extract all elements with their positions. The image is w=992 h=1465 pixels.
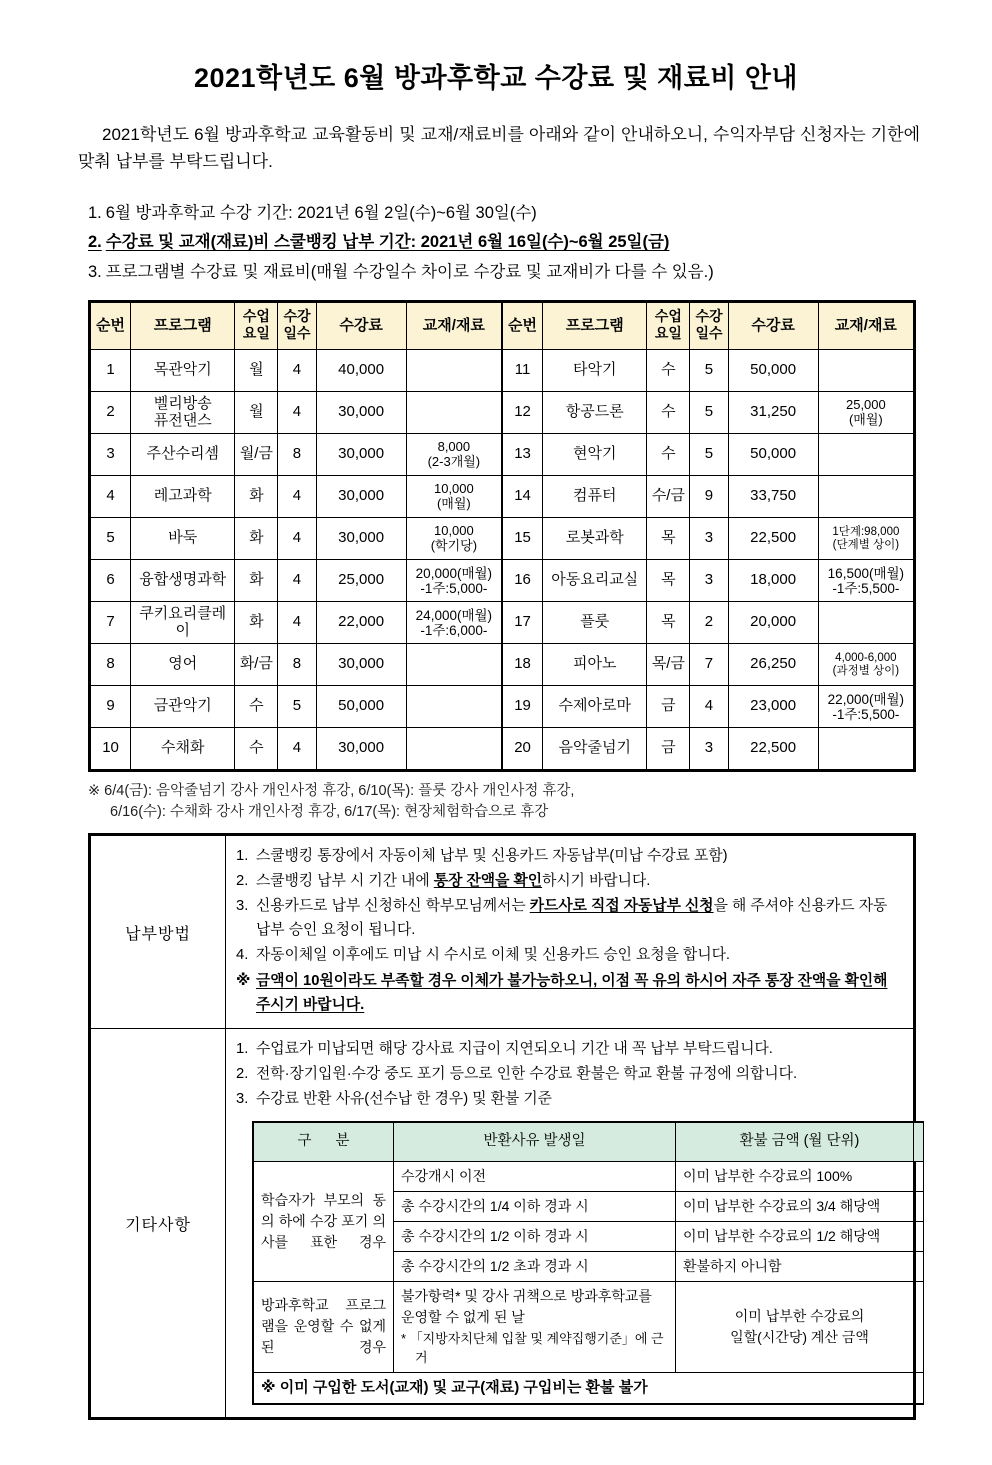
refund-row — [254, 1281, 924, 1372]
list-number: 3. — [236, 898, 249, 915]
cell-material — [818, 434, 913, 476]
program-table-left — [90, 302, 502, 770]
cell-no: 6 — [91, 560, 131, 602]
col-header-days-line2: 일수 — [695, 325, 723, 342]
cell-program: 바둑 — [131, 518, 235, 560]
cell-program: 목관악기 — [131, 350, 235, 392]
cell-program: 주산수리셈 — [131, 434, 235, 476]
cell-program: 금관악기 — [131, 686, 235, 728]
col-header-no: 순번 — [503, 303, 543, 350]
cell-days: 5 — [690, 434, 728, 476]
col-header-days-line1: 수강 — [283, 308, 311, 325]
cell-no: 12 — [503, 392, 543, 434]
cell-program: 쿠키요리클레이 — [131, 602, 235, 644]
table-row — [91, 392, 502, 434]
cell-days: 2 — [690, 602, 728, 644]
cell-day: 화 — [235, 518, 278, 560]
refund-reason — [394, 1281, 676, 1372]
cell-program: 융합생명과학 — [131, 560, 235, 602]
col-header-day-line1: 수업 — [654, 308, 682, 325]
cell-program: 항공드론 — [543, 392, 647, 434]
others-label: 기타사항 — [91, 1028, 226, 1417]
others-list-item: 3. 수강료 반환 사유(선수납 한 경우) 및 환불 기준 — [236, 1088, 905, 1112]
refund-footer-note: ※ 이미 구입한 도서(교재) 및 교구(재료) 구입비는 환불 불가 — [254, 1372, 924, 1404]
cell-fee: 30,000 — [316, 518, 406, 560]
cell-days: 9 — [690, 476, 728, 518]
notice-number: 2. — [88, 233, 102, 252]
cell-material: 4,000-6,000 (과정별 상이) — [818, 644, 913, 686]
refund-reason: 총 수강시간의 1/2 이하 경과 시 — [394, 1221, 676, 1251]
cell-no: 19 — [503, 686, 543, 728]
page-title: 2021학년도 6월 방과후학교 수강료 및 재료비 안내 — [193, 63, 799, 93]
cell-day: 목 — [647, 602, 690, 644]
cell-material — [818, 350, 913, 392]
refund-table-body — [254, 1161, 924, 1403]
cell-fee: 33,750 — [728, 476, 818, 518]
payment-method-list — [236, 845, 905, 1018]
cell-program: 영어 — [131, 644, 235, 686]
others-list-item: 1. 수업료가 미납되면 해당 강사료 지급이 지연되오니 기간 내 꼭 납부 부탁드립니다. — [236, 1038, 905, 1062]
cell-days: 8 — [278, 644, 316, 686]
cell-no: 16 — [503, 560, 543, 602]
cell-material — [406, 644, 501, 686]
cell-day: 수 — [647, 434, 690, 476]
table-row — [91, 434, 502, 476]
cell-fee: 22,000 — [316, 602, 406, 644]
table-row — [91, 644, 502, 686]
col-header-fee: 수강료 — [316, 303, 406, 350]
table-row — [91, 686, 502, 728]
table-row — [503, 560, 914, 602]
table-row — [503, 728, 914, 770]
cell-no: 1 — [91, 350, 131, 392]
list-number: 2. — [236, 873, 249, 890]
cell-fee: 50,000 — [728, 350, 818, 392]
cell-material: 10,000 (매월) — [406, 476, 501, 518]
cell-day: 수 — [235, 728, 278, 770]
cell-no: 5 — [91, 518, 131, 560]
cell-days: 4 — [278, 476, 316, 518]
program-table-right — [502, 302, 914, 770]
cell-material: 16,500(매월) -1주:5,500- — [818, 560, 913, 602]
cell-days: 3 — [690, 728, 728, 770]
cell-program: 수채화 — [131, 728, 235, 770]
table-header-row — [91, 303, 502, 350]
refund-header-row — [254, 1122, 924, 1161]
table-row — [503, 434, 914, 476]
cell-day: 수/금 — [647, 476, 690, 518]
cell-program: 수제아로마 — [543, 686, 647, 728]
list-number: 1. — [236, 1040, 249, 1057]
cell-material — [406, 392, 501, 434]
cell-material — [406, 350, 501, 392]
cell-no: 11 — [503, 350, 543, 392]
table-row — [91, 350, 502, 392]
col-header-no: 순번 — [91, 303, 131, 350]
cell-days: 5 — [690, 350, 728, 392]
cell-days: 4 — [278, 350, 316, 392]
col-header-program: 프로그램 — [131, 303, 235, 350]
cell-program: 아동요리교실 — [543, 560, 647, 602]
cell-day: 화/금 — [235, 644, 278, 686]
table-row — [91, 518, 502, 560]
emphasized-text: 카드사로 직접 자동납부 신청 — [529, 898, 714, 915]
notice-number: 3. — [88, 262, 102, 281]
refund-reason-main: 불가항력* 및 강사 귀책으로 방과후학교를 운영할 수 없게 된 날 — [401, 1287, 652, 1325]
others-list — [236, 1038, 905, 1112]
col-header-day-line2: 요일 — [242, 325, 270, 342]
cell-material: 25,000 (매월) — [818, 392, 913, 434]
cell-material — [406, 728, 501, 770]
cell-no: 3 — [91, 434, 131, 476]
cell-day: 화 — [235, 476, 278, 518]
others-row — [91, 1028, 914, 1417]
list-number: 2. — [236, 1065, 249, 1082]
cell-fee: 22,500 — [728, 518, 818, 560]
payment-warning-item: ※ 금액이 10원이라도 부족할 경우 이체가 불가능하오니, 이점 꼭 유의 하시어 자주 통장 잔액을 확인해 주시기 바랍니다. — [236, 970, 905, 1018]
table-row — [503, 518, 914, 560]
others-list-item: 2. 전학·장기입원·수강 중도 포기 등으로 인한 수강료 환불은 학교 환불 규정에 의합니다. — [236, 1063, 905, 1087]
cell-no: 7 — [91, 602, 131, 644]
cell-material — [406, 686, 501, 728]
cell-days: 4 — [278, 518, 316, 560]
refund-col-category — [254, 1122, 394, 1161]
col-header-days — [278, 303, 316, 350]
cell-no: 10 — [91, 728, 131, 770]
table-row — [503, 392, 914, 434]
cell-days: 4 — [278, 728, 316, 770]
cell-day: 목 — [647, 518, 690, 560]
cell-fee: 22,500 — [728, 728, 818, 770]
notice-item-3 — [88, 258, 992, 287]
table-row — [503, 350, 914, 392]
table-row — [91, 476, 502, 518]
cell-day: 월 — [235, 350, 278, 392]
cell-fee: 31,250 — [728, 392, 818, 434]
refund-amount: 이미 납부한 수강료의 3/4 해당액 — [676, 1191, 924, 1221]
refund-amount-line1: 이미 납부한 수강료의 — [734, 1307, 865, 1324]
col-header-days-line1: 수강 — [695, 308, 723, 325]
cell-days: 3 — [690, 518, 728, 560]
refund-amount: 이미 납부한 수강료의 1/2 해당액 — [676, 1221, 924, 1251]
table-row — [503, 644, 914, 686]
info-table — [88, 833, 916, 1420]
cell-fee: 30,000 — [316, 476, 406, 518]
cell-material — [818, 602, 913, 644]
others-body — [226, 1028, 914, 1417]
col-header-material: 교재/재료 — [406, 303, 501, 350]
refund-reason: 수강개시 이전 — [394, 1161, 676, 1191]
notice-item-1 — [88, 199, 992, 228]
cell-day: 수 — [647, 350, 690, 392]
payment-list-item: 3. 신용카드로 납부 신청하신 학부모님께서는 카드사로 직접 자동납부 신청을 해 주셔야 신용카드 자동 납부 승인 요청이 됩니다. — [236, 895, 905, 943]
cell-no: 15 — [503, 518, 543, 560]
cell-days: 4 — [278, 560, 316, 602]
footnote-line-2: 6/16(수): 수채화 강사 개인사정 휴강, 6/17(목): 현장체험학습으로 휴강 — [110, 804, 549, 821]
cell-day: 금 — [647, 728, 690, 770]
refund-amount-line2: 일할(시간당) 계산 금액 — [730, 1328, 869, 1345]
refund-col-reason: 반환사유 발생일 — [394, 1122, 676, 1161]
cell-program: 음악줄넘기 — [543, 728, 647, 770]
cell-no: 4 — [91, 476, 131, 518]
refund-amount: 환불하지 아니함 — [676, 1251, 924, 1281]
cell-day: 화 — [235, 602, 278, 644]
table-row — [91, 560, 502, 602]
intro-paragraph: 2021학년도 6월 방과후학교 교육활동비 및 교재/재료비를 아래와 같이 안내하오니, 수익자부담 신청자는 기한에 맞춰 납부를 부탁드립니다. — [78, 125, 920, 171]
program-table-right-body — [503, 350, 914, 770]
refund-row — [254, 1161, 924, 1191]
col-header-fee: 수강료 — [728, 303, 818, 350]
table-row — [91, 602, 502, 644]
cell-fee: 25,000 — [316, 560, 406, 602]
cell-day: 월/금 — [235, 434, 278, 476]
cell-fee: 40,000 — [316, 350, 406, 392]
cell-program: 컴퓨터 — [543, 476, 647, 518]
notice-text: 6월 방과후학교 수강 기간: 2021년 6월 2일(수)~6월 30일(수) — [105, 204, 537, 223]
cell-program: 플룻 — [543, 602, 647, 644]
cell-material: 20,000(매월) -1주:5,000- — [406, 560, 501, 602]
cell-days: 4 — [278, 392, 316, 434]
cell-program: 로봇과학 — [543, 518, 647, 560]
cell-days: 4 — [690, 686, 728, 728]
cell-day: 수 — [235, 686, 278, 728]
table-row — [503, 686, 914, 728]
notice-text: 프로그램별 수강료 및 재료비(매월 수강일수 차이로 수강료 및 교재비가 다를 수 있음.) — [105, 262, 714, 281]
col-header-days-line2: 일수 — [283, 325, 311, 342]
cell-no: 2 — [91, 392, 131, 434]
footnote-line-1: ※ 6/4(금): 음악줄넘기 강사 개인사정 휴강, 6/10(목): 플룻 강사 개인사정 휴강, — [88, 783, 575, 800]
table-footnote — [88, 781, 992, 823]
cell-program: 레고과학 — [131, 476, 235, 518]
payment-method-body — [226, 836, 914, 1029]
col-header-day-line2: 요일 — [654, 325, 682, 342]
col-header-day-line1: 수업 — [242, 308, 270, 325]
table-row — [503, 476, 914, 518]
cell-fee: 30,000 — [316, 392, 406, 434]
cell-material: 24,000(매월) -1주:6,000- — [406, 602, 501, 644]
payment-method-label: 납부방법 — [91, 836, 226, 1029]
notice-item-2 — [88, 228, 992, 257]
list-number: 1. — [236, 848, 249, 865]
cell-fee: 26,250 — [728, 644, 818, 686]
refund-footer-row — [254, 1372, 924, 1404]
cell-material: 1단계:98,000 (단계별 상이) — [818, 518, 913, 560]
cell-days: 7 — [690, 644, 728, 686]
cell-program: 피아노 — [543, 644, 647, 686]
cell-day: 수 — [647, 392, 690, 434]
refund-category-program-cancelled: 방과후학교 프로그램을 운영할 수 없게 된 경우 — [254, 1281, 394, 1372]
cell-no: 18 — [503, 644, 543, 686]
refund-amount: 이미 납부한 수강료의 100% — [676, 1161, 924, 1191]
table-row — [503, 602, 914, 644]
refund-category-student-withdrawal: 학습자가 부모의 동의 하에 수강 포기 의사를 표한 경우 — [254, 1161, 394, 1281]
refund-reason: 총 수강시간의 1/4 이하 경과 시 — [394, 1191, 676, 1221]
cell-no: 17 — [503, 602, 543, 644]
cell-day: 금 — [647, 686, 690, 728]
program-fee-tables — [88, 300, 916, 772]
notice-list — [88, 199, 992, 287]
refund-criteria-table — [252, 1121, 924, 1405]
cell-no: 8 — [91, 644, 131, 686]
cell-no: 9 — [91, 686, 131, 728]
payment-method-row — [91, 836, 914, 1029]
cell-days: 5 — [278, 686, 316, 728]
payment-list-item: 2. 스쿨뱅킹 납부 시 기간 내에 통장 잔액을 확인하시기 바랍니다. — [236, 870, 905, 894]
cell-material: 22,000(매월) -1주:5,500- — [818, 686, 913, 728]
cell-material: 10,000 (학기당) — [406, 518, 501, 560]
cell-fee: 30,000 — [316, 728, 406, 770]
refund-reason-footnote: * 「지방자치단체 입찰 및 계약집행기준」에 근거 — [401, 1330, 664, 1365]
cell-program: 현악기 — [543, 434, 647, 476]
table-row — [91, 728, 502, 770]
cell-fee: 50,000 — [316, 686, 406, 728]
cell-fee: 30,000 — [316, 434, 406, 476]
list-number: 4. — [236, 947, 249, 964]
notice-text: 수강료 및 교재(재료)비 스쿨뱅킹 납부 기간: 2021년 6월 16일(수)~6월 25일(금) — [105, 233, 670, 252]
cell-fee: 23,000 — [728, 686, 818, 728]
program-table-left-body — [91, 350, 502, 770]
cell-material — [818, 476, 913, 518]
cell-no: 14 — [503, 476, 543, 518]
payment-list-item: 1. 스쿨뱅킹 통장에서 자동이체 납부 및 신용카드 자동납부(미납 수강료 포함) — [236, 845, 905, 869]
list-number: 3. — [236, 1090, 249, 1107]
cell-fee: 18,000 — [728, 560, 818, 602]
cell-days: 5 — [690, 392, 728, 434]
cell-day: 월 — [235, 392, 278, 434]
cell-day: 화 — [235, 560, 278, 602]
cell-material: 8,000 (2-3개월) — [406, 434, 501, 476]
cell-days: 8 — [278, 434, 316, 476]
refund-col-amount: 환불 금액 (월 단위) — [676, 1122, 924, 1161]
refund-reason: 총 수강시간의 1/2 초과 경과 시 — [394, 1251, 676, 1281]
warning-marker: ※ — [236, 973, 251, 990]
col-header-program: 프로그램 — [543, 303, 647, 350]
col-header-day — [235, 303, 278, 350]
cell-no: 20 — [503, 728, 543, 770]
cell-program: 타악기 — [543, 350, 647, 392]
table-header-row — [503, 303, 914, 350]
notice-number: 1. — [88, 204, 102, 223]
refund-amount — [676, 1281, 924, 1372]
cell-days: 3 — [690, 560, 728, 602]
refund-col-category-text: 구 분 — [297, 1133, 360, 1149]
cell-days: 4 — [278, 602, 316, 644]
cell-fee: 20,000 — [728, 602, 818, 644]
col-header-material: 교재/재료 — [818, 303, 913, 350]
cell-fee: 30,000 — [316, 644, 406, 686]
cell-program: 벨리방송 퓨전댄스 — [131, 392, 235, 434]
cell-day: 목/금 — [647, 644, 690, 686]
document-page — [0, 62, 992, 1465]
cell-no: 13 — [503, 434, 543, 476]
payment-list-item: 4. 자동이체일 이후에도 미납 시 수시로 이체 및 신용카드 승인 요청을 합니다. — [236, 944, 905, 968]
col-header-day — [647, 303, 690, 350]
cell-day: 목 — [647, 560, 690, 602]
cell-material — [818, 728, 913, 770]
col-header-days — [690, 303, 728, 350]
cell-fee: 50,000 — [728, 434, 818, 476]
emphasized-text: 통장 잔액을 확인 — [433, 873, 543, 890]
